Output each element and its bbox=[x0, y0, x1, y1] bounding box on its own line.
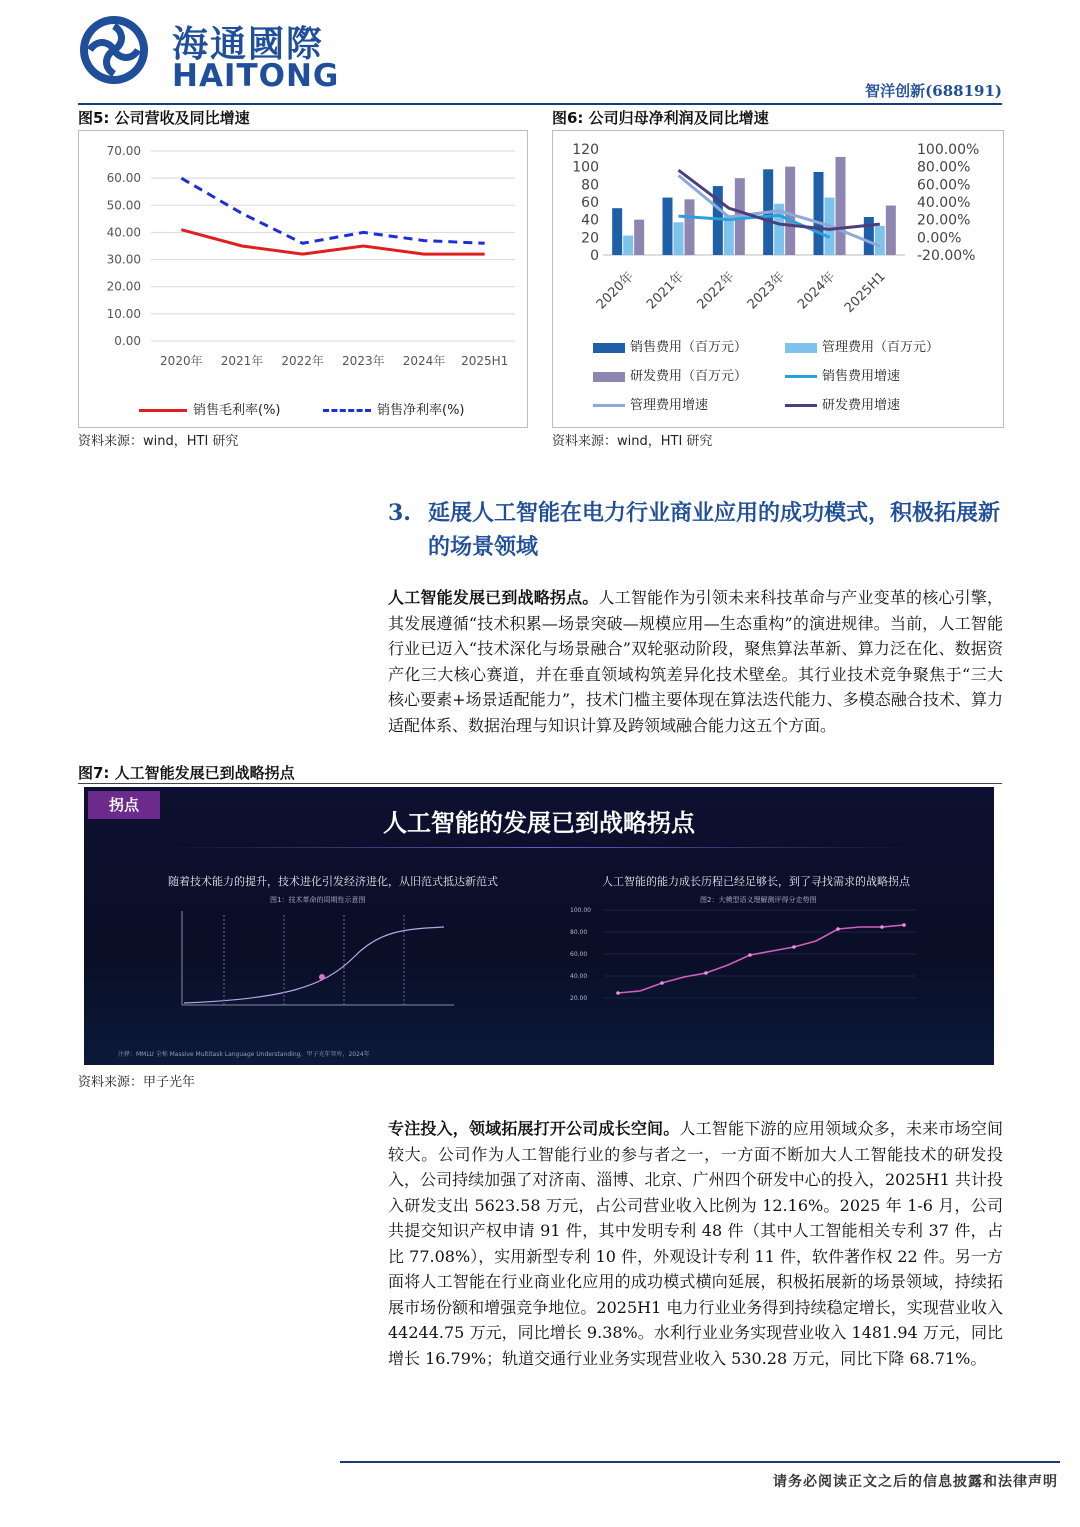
fig7-heading-underline bbox=[164, 847, 914, 848]
haitong-logo bbox=[78, 14, 340, 94]
bar bbox=[685, 199, 695, 255]
logo-english: HAITONG bbox=[172, 58, 340, 94]
bar bbox=[785, 167, 795, 255]
fig7-right-yaxis bbox=[570, 907, 600, 1007]
fig7-title: 图7: 人工智能发展已到战略拐点 bbox=[78, 764, 295, 782]
fig6-legend-label: 销售费用增速 bbox=[822, 369, 901, 384]
y-tick-label: 120 bbox=[572, 142, 599, 158]
x-tick-label: 2020年 bbox=[593, 269, 637, 313]
section-title: 延展人工智能在电力行业商业应用的成功模式，积极拓展新的场景领域 bbox=[428, 500, 1001, 560]
ytick: 80.00 bbox=[570, 929, 588, 936]
fig5-chart bbox=[78, 130, 528, 428]
fig6-legend-3 bbox=[785, 365, 900, 384]
legend-line-icon bbox=[785, 404, 817, 407]
legend-dashed-line-icon bbox=[323, 409, 371, 412]
fig6-legend-1 bbox=[785, 336, 939, 355]
legend-bar-icon bbox=[593, 343, 625, 353]
x-tick-label: 2024年 bbox=[402, 354, 446, 368]
y-tick-label: 0.00% bbox=[917, 230, 962, 247]
fig5-svg bbox=[79, 131, 527, 427]
y-tick-label: 60 bbox=[581, 195, 599, 211]
haitong-emblem-icon bbox=[78, 14, 150, 86]
bar bbox=[612, 208, 622, 255]
fig5-legend-label: 销售净利率(%) bbox=[377, 403, 465, 418]
paragraph-body: 人工智能作为引领未来科技革命与产业变革的核心引擎，其发展遵循“技术积累—场景突破—规模应用—生态重构”的演进规律。当前，人工智能行业已迈入“技术深化与场景融合”双轮驱动阶段，聚焦算法革新、算力泛在化、数据资产化三大核心赛道，并在垂直领域构筑差异化技术壁垒。其行业技术竞争聚焦于“三大核心要素+场景适配能力”，技术门槛主要体现在算法迭代能力、多模态融合技术、算力适配体系、数据治理与知识计算及跨领域融合能力这五个方面。 bbox=[388, 588, 1003, 735]
y-tick-label: 10.00 bbox=[106, 306, 141, 321]
bar bbox=[864, 217, 874, 255]
bar bbox=[836, 157, 846, 255]
fig6-legend-4 bbox=[593, 394, 708, 413]
fig5-legend-net bbox=[323, 399, 465, 418]
fig6-legend-label: 研发费用（百万元） bbox=[630, 369, 748, 384]
fig6-legend-label: 管理费用增速 bbox=[630, 398, 709, 413]
legend-bar-icon bbox=[593, 372, 625, 382]
bar bbox=[663, 198, 673, 255]
x-tick-label: 2021年 bbox=[220, 354, 264, 368]
ytick: 40.00 bbox=[570, 973, 588, 980]
y-tick-label: 80 bbox=[581, 177, 599, 194]
x-tick-label: 2021年 bbox=[644, 269, 688, 313]
y-tick-label: 0 bbox=[590, 248, 599, 264]
fig7-right-subcaption: 图2：大模型语义理解测评得分走势图 bbox=[700, 896, 817, 904]
bar bbox=[886, 206, 896, 255]
x-tick-label: 2023年 bbox=[744, 269, 788, 313]
x-tick-label: 2022年 bbox=[281, 354, 324, 368]
fig6-source: 资料来源：wind，HTI 研究 bbox=[552, 434, 713, 449]
paragraph-lead: 人工智能发展已到战略拐点。 bbox=[388, 588, 599, 607]
y-tick-label: 30.00 bbox=[106, 252, 141, 267]
paragraph-lead: 专注投入，领域拓展打开公司成长空间。 bbox=[388, 1119, 680, 1138]
bar bbox=[674, 222, 684, 255]
x-tick-label: 2025H1 bbox=[841, 269, 889, 316]
y-tick-label: 20 bbox=[581, 230, 599, 247]
section-number: 3. bbox=[388, 500, 411, 526]
y-tick-label: 40.00% bbox=[917, 195, 971, 211]
fig6-legend-5 bbox=[785, 394, 900, 413]
bar bbox=[623, 236, 633, 255]
bar bbox=[634, 220, 644, 255]
paragraph-rd-investment bbox=[388, 1116, 1003, 1371]
fig7-left-caption: 随着技术能力的提升，技术进化引发经济进化，从旧范式抵达新范式 bbox=[168, 875, 498, 888]
bar bbox=[875, 226, 885, 255]
y-tick-label: 20.00% bbox=[917, 212, 971, 229]
paragraph-ai-inflection bbox=[388, 585, 1003, 738]
fig7-right-diagram bbox=[600, 907, 920, 1017]
footer-rule bbox=[340, 1461, 1060, 1463]
y-tick-label: 40.00 bbox=[106, 225, 141, 240]
company-ticker: 智洋创新(688191) bbox=[865, 82, 1002, 100]
fig6-chart bbox=[552, 130, 1004, 428]
legend-bar-icon bbox=[785, 343, 817, 353]
y-tick-label: 40 bbox=[581, 212, 599, 229]
x-tick-label: 2020年 bbox=[160, 354, 203, 368]
ytick: 100.00 bbox=[570, 907, 591, 914]
y-tick-label: 20.00 bbox=[106, 279, 141, 294]
fig7-heading: 人工智能的发展已到战略拐点 bbox=[383, 809, 695, 837]
bar bbox=[724, 215, 734, 255]
fig5-title: 图5: 公司营收及同比增速 bbox=[78, 109, 250, 127]
fig6-title: 图6: 公司归母净利润及同比增速 bbox=[552, 109, 769, 127]
fig5-source: 资料来源：wind，HTI 研究 bbox=[78, 434, 239, 449]
x-tick-label: 2024年 bbox=[795, 269, 839, 313]
y-tick-label: -20.00% bbox=[917, 248, 976, 264]
fig5-legend-gross bbox=[139, 399, 281, 418]
fig5-legend-label: 销售毛利率(%) bbox=[193, 403, 281, 418]
x-tick-label: 2022年 bbox=[694, 269, 738, 313]
fig6-legend-2 bbox=[593, 365, 747, 384]
fig7-title-rule bbox=[78, 783, 1002, 784]
fig6-legend-label: 管理费用（百万元） bbox=[822, 340, 940, 355]
x-tick-label: 2025H1 bbox=[461, 354, 509, 368]
series-line bbox=[181, 178, 484, 243]
x-tick-label: 2023年 bbox=[342, 354, 385, 368]
paragraph-body: 人工智能下游的应用领域众多，未来市场空间较大。公司作为人工智能行业的参与者之一，一方面不断加大人工智能技术的研发投入，公司持续加强了对济南、淄博、北京、广州四个研发中心的投入，2025H1 共计投入研发支出 5623.58 万元，占公司营业收入比例为 12.16%。2025 年 1-6 月，公司共提交知识产权申请 91 件，其中发明专利 48 件（其中人工智能相关专利 37 件，占比 77.08%），实用新型专利 10 件，外观设计专利 11 件，软件著作权 22 件。另一方面将人工智能在行业商业化应用的成功模式横向延展，积极拓展新的场景领域，持续拓展市场份额和增强竞争地位。2025H1 电力行业业务得到持续稳定增长，实现营业收入 44244.75 万元，同比增长 9.38%。水利行业业务实现营业收入 1481.94 万元，同比增长 16.79%；轨道交通行业业务实现营业收入 530.28 万元，同比下降 68.71%。 bbox=[388, 1119, 1003, 1368]
y-tick-label: 100.00% bbox=[917, 142, 980, 158]
header-rule bbox=[78, 103, 1002, 105]
ytick: 60.00 bbox=[570, 951, 588, 958]
y-tick-label: 50.00 bbox=[106, 198, 141, 213]
bar bbox=[814, 172, 824, 255]
y-tick-label: 60.00 bbox=[106, 171, 141, 186]
y-tick-label: 70.00 bbox=[106, 144, 141, 158]
y-tick-label: 100 bbox=[572, 159, 599, 176]
legend-line-icon bbox=[785, 375, 817, 378]
ytick: 20.00 bbox=[570, 995, 588, 1002]
fig6-legend-label: 研发费用增速 bbox=[822, 398, 901, 413]
logo-chinese: 海通國際 bbox=[172, 24, 325, 65]
legend-solid-line-icon bbox=[139, 409, 187, 412]
fig7-image bbox=[84, 787, 994, 1065]
y-tick-label: 80.00% bbox=[917, 159, 971, 176]
fig6-legend-label: 销售费用（百万元） bbox=[630, 340, 748, 355]
fig7-right-caption: 人工智能的能力成长历程已经足够长，到了寻找需求的战略拐点 bbox=[602, 875, 910, 888]
legend-line-icon bbox=[593, 404, 625, 407]
fig7-left-diagram bbox=[164, 907, 464, 1027]
fig7-left-subcaption: 图1：技术革命的周期性示意图 bbox=[270, 896, 366, 904]
y-tick-label: 60.00% bbox=[917, 177, 971, 194]
fig7-badge: 拐点 bbox=[88, 791, 160, 819]
fig7-source: 资料来源：甲子光年 bbox=[78, 1075, 196, 1090]
fig6-legend-0 bbox=[593, 336, 747, 355]
footer-disclaimer: 请务必阅读正文之后的信息披露和法律声明 bbox=[773, 1474, 1058, 1490]
y-tick-label: 0.00 bbox=[114, 334, 141, 348]
fig7-footnote: 注释：MMLU 全称 Massive Multitask Language Understanding。甲子光年智库，2024年 bbox=[118, 1051, 370, 1058]
